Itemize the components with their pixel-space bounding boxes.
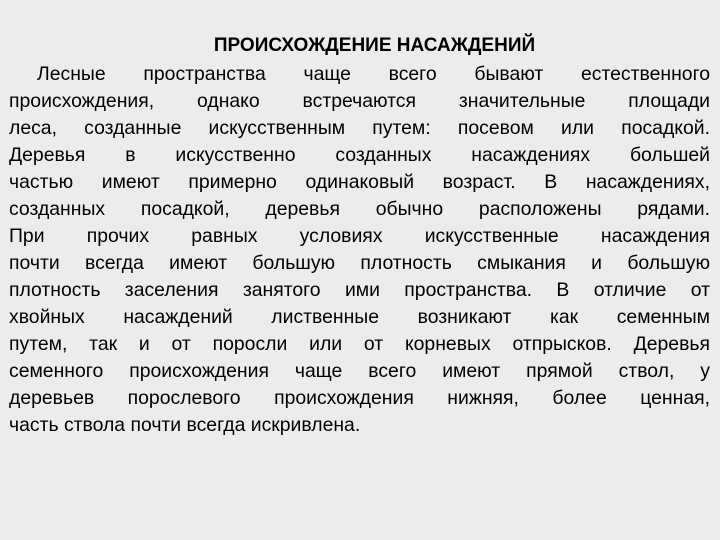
body-paragraph (9, 61, 710, 439)
text-line: Деревья в искусственно созданных насаждениях большей (9, 144, 710, 166)
text-line: семенного происхождения чаще всего имеют прямой ствол, у (9, 360, 710, 382)
text-line: При прочих равных условиях искусственные насаждения (9, 225, 710, 247)
text-line: почти всегда имеют большую плотность смыкания и большую (9, 252, 710, 274)
text-line: происхождения, однако встречаются значительные площади (9, 90, 710, 112)
text-line: частью имеют примерно одинаковый возраст. В насаждениях, (9, 171, 710, 193)
text-line: созданных посадкой, деревья обычно расположены рядами. (9, 198, 710, 220)
text-line: часть ствола почти всегда искривлена. (9, 414, 361, 436)
text-line: Лесные пространства чаще всего бывают естественного (37, 63, 710, 85)
text-line: путем, так и от поросли или от корневых отпрысков. Деревья (9, 333, 710, 355)
slide-title: ПРОИСХОЖДЕНИЕ НАСАЖДЕНИЙ (213, 35, 536, 56)
text-line: деревьев порослевого происхождения нижняя, более ценная, (9, 387, 710, 409)
text-line: плотность заселения занятого ими пространства. В отличие от (9, 279, 710, 301)
text-line: хвойных насаждений лиственные возникают как семенным (9, 306, 710, 328)
text-line: леса, созданные искусственным путем: посевом или посадкой. (9, 117, 710, 139)
